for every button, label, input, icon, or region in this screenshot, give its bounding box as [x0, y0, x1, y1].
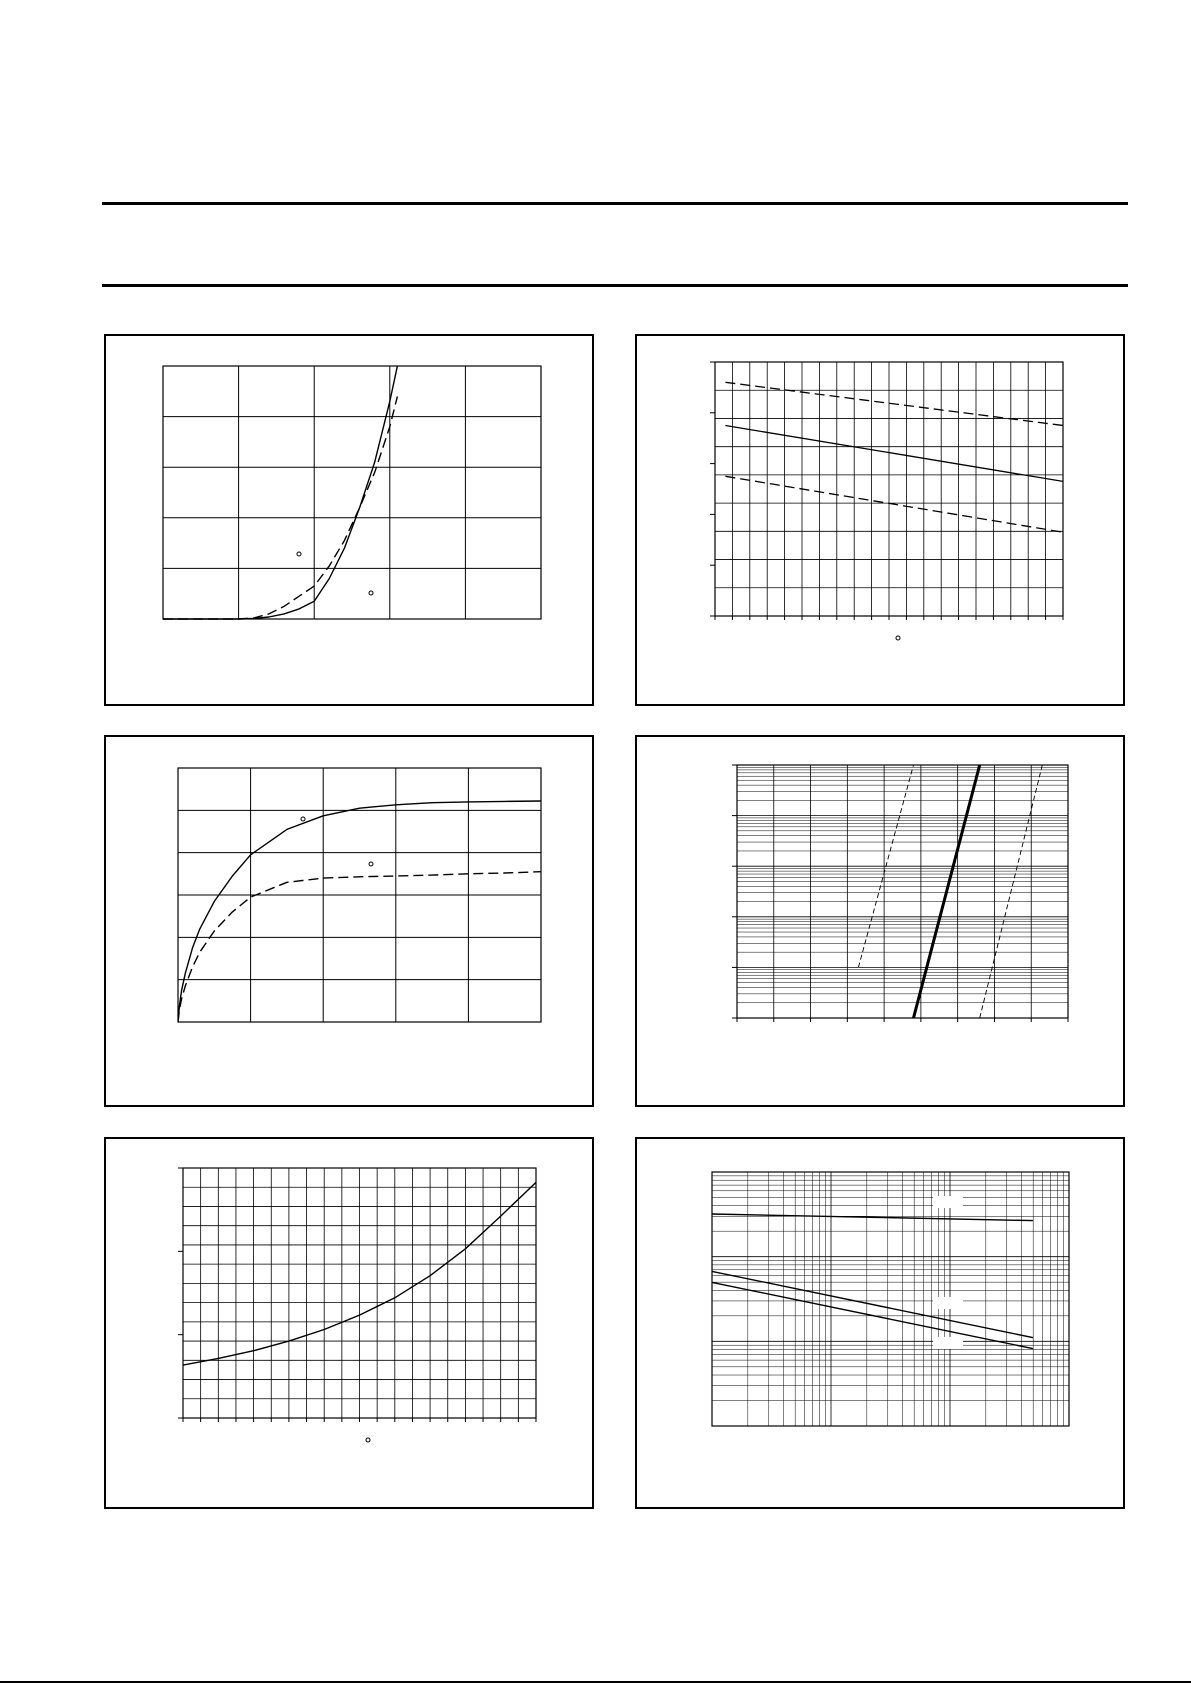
series-line [725, 426, 1063, 482]
plot-frame [737, 765, 1068, 1018]
series-line [712, 1214, 1033, 1221]
degree-marker [301, 817, 305, 821]
degree-marker [366, 1438, 370, 1442]
series-line [725, 476, 1063, 532]
degree-marker [369, 862, 373, 866]
series-line [712, 1271, 1033, 1337]
series-line [163, 396, 397, 619]
series-line [980, 765, 1043, 1018]
plot-frame [163, 366, 541, 619]
plot-frame [712, 1172, 1069, 1426]
series-line [725, 382, 1063, 425]
degree-marker [896, 636, 900, 640]
label-box [933, 1297, 963, 1309]
label-box [933, 1337, 963, 1349]
series-line [163, 366, 397, 619]
degree-marker [369, 591, 373, 595]
series-line [178, 872, 541, 1022]
series-line [914, 765, 980, 1018]
label-box [933, 1196, 963, 1208]
series-line [712, 1282, 1033, 1348]
degree-marker [297, 552, 301, 556]
